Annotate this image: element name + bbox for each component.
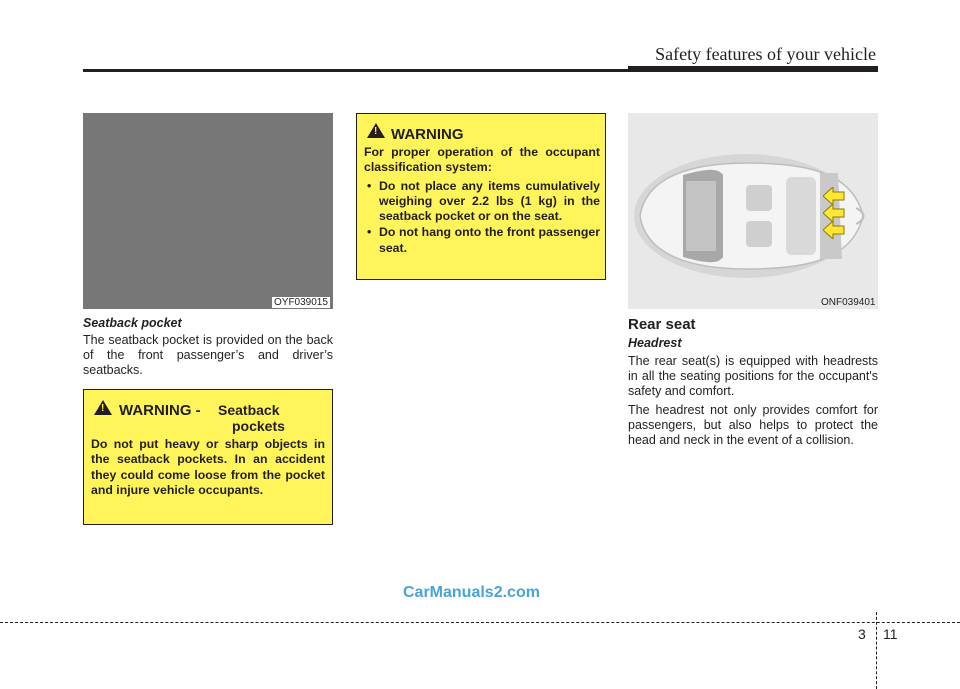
warning-triangle-icon: ! xyxy=(94,400,112,415)
warning-body-seatback: Do not put heavy or sharp objects in the seatback pockets. In an accident they could come loose from the pocket and injure vehicle occupants. xyxy=(91,437,325,497)
warning-intro: For proper operation of the occupant classification system: xyxy=(364,145,600,175)
page-number: 11 xyxy=(883,626,898,642)
warning-box-seatback-pockets xyxy=(83,389,333,525)
warning-list-item: • Do not place any items cumulatively weighing over 2.2 lbs (1 kg) in the seatback pocket or on the seat. xyxy=(364,179,600,225)
warning-title-prefix: WARNING - xyxy=(119,402,201,419)
headrest-subheading: Headrest xyxy=(628,336,682,350)
rear-seat-car-illustration xyxy=(628,113,878,309)
seatback-pocket-body: The seatback pocket is provided on the back of the front passenger’s and driver’s seatbacks. xyxy=(83,333,333,377)
warning-title-line1: Seatback xyxy=(218,402,280,418)
warning-title: WARNING xyxy=(391,126,464,143)
watermark-link[interactable]: CarManuals2.com xyxy=(403,584,540,601)
warning-box-occupant-classification xyxy=(356,113,606,280)
warning-list-item: • Do not hang onto the front passenger seat. xyxy=(364,225,600,256)
warning-triangle-icon: ! xyxy=(367,123,385,138)
headrest-para-2: The headrest not only provides comfort for passengers, but also helps to protect the head and neck in the event of a collision. xyxy=(628,403,878,447)
header-title: Safety features of your vehicle xyxy=(655,44,876,64)
seatback-pocket-photo xyxy=(83,113,333,309)
rear-seat-heading: Rear seat xyxy=(628,316,696,333)
photo-code-left: OYF039015 xyxy=(274,297,328,308)
seatback-pocket-subheading: Seatback pocket xyxy=(83,316,182,330)
headrest-para-1: The rear seat(s) is equipped with headrests in all the seating positions for the occupant's safety and comfort. xyxy=(628,354,878,398)
warning-title-line2: pockets xyxy=(232,418,285,434)
photo-code-right: ONF039401 xyxy=(821,297,876,308)
footer-divider xyxy=(876,612,877,689)
footer-rule xyxy=(0,622,960,623)
arrow-left-icon xyxy=(823,221,845,244)
header-rule-accent xyxy=(628,66,878,72)
warning-list xyxy=(364,179,600,256)
chapter-number: 3 xyxy=(858,626,866,642)
